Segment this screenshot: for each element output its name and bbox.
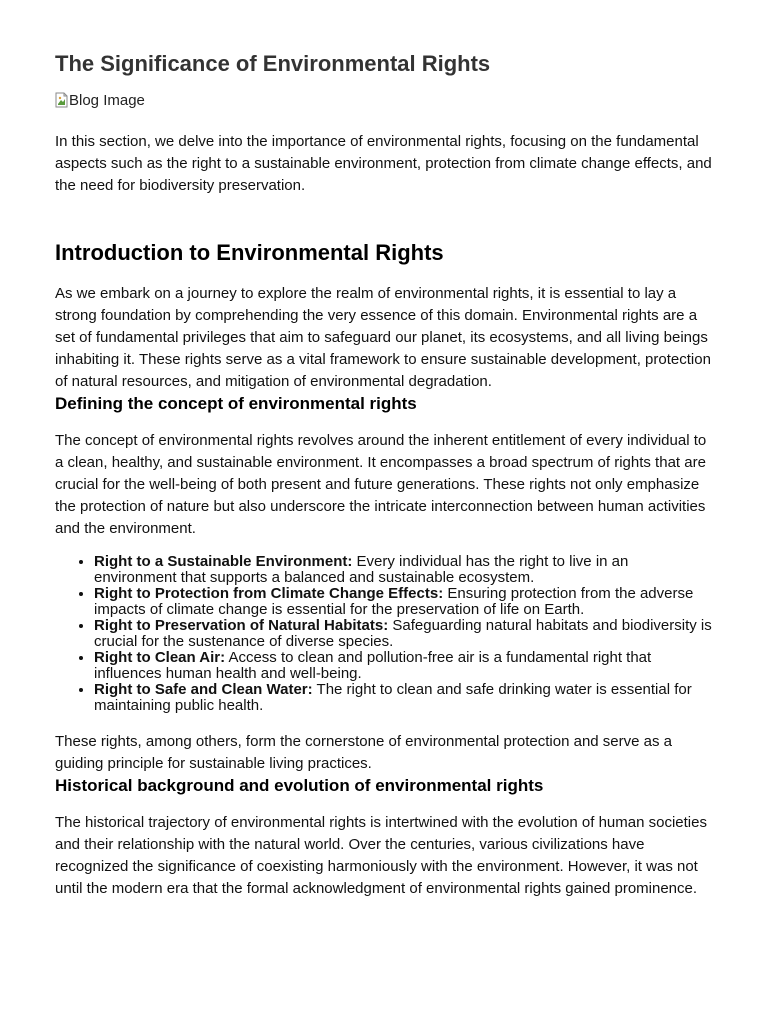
list-item-text: Every individual has the right to live in an environment that supports a balanced and sustainable ecosystem. (94, 553, 629, 586)
blog-image (55, 90, 713, 110)
blog-image-alt-text: Blog Image (69, 91, 145, 109)
list-item-text: Safeguarding natural habitats and biodiversity is crucial for the sustenance of diverse species. (94, 617, 712, 650)
list-item (94, 682, 713, 714)
list-item-text: Access to clean and pollution-free air is a fundamental right that influences human health and well-being. (94, 649, 652, 682)
subsection-heading-history: Historical background and evolution of environmental rights (55, 776, 544, 795)
list-item-term: Right to a Sustainable Environment: (94, 553, 353, 570)
list-item-text: Ensuring protection from the adverse impacts of climate change is essential for the preservation of life on Earth. (94, 585, 694, 618)
rights-closing-paragraph: These rights, among others, form the cornerstone of environmental protection and serve as a guiding principle for sustainable living practices. (55, 733, 672, 772)
subsection-heading-definition: Defining the concept of environmental rights (55, 394, 417, 413)
intro-paragraph: In this section, we delve into the importance of environmental rights, focusing on the fundamental aspects such as the right to a sustainable environment, protection from climate change effects, and the need for biodiversity preservation. (55, 133, 712, 194)
list-item-term: Right to Safe and Clean Water: (94, 681, 313, 698)
section-heading: Introduction to Environmental Rights (55, 240, 444, 265)
list-item-term: Right to Clean Air: (94, 649, 226, 666)
page-title: The Significance of Environmental Rights (55, 51, 491, 76)
section-paragraph: As we embark on a journey to explore the realm of environmental rights, it is essential to lay a strong foundation by comprehending the very essence of this domain. Environmental rights are a set of fundamental privileges that aim to safeguard our planet, its ecosystems, and all living beings inhabiting it. These rights serve as a vital framework to ensure sustainable development, protection of natural resources, and mitigation of environmental degradation. (55, 285, 711, 390)
list-item-term: Right to Protection from Climate Change Effects: (94, 585, 444, 602)
list-item (94, 586, 713, 618)
rights-list (55, 554, 713, 714)
list-item (94, 618, 713, 650)
subsection-paragraph-definition: The concept of environmental rights revolves around the inherent entitlement of every individual to a clean, healthy, and sustainable environment. It encompasses a broad spectrum of rights that are crucial for the well-being of both present and future generations. These rights not only emphasize the protection of nature but also underscore the intricate interconnection between human activities and the environment. (55, 432, 707, 537)
list-item (94, 554, 713, 586)
list-item (94, 650, 713, 682)
list-item-term: Right to Preservation of Natural Habitats: (94, 617, 389, 634)
list-item-text: The right to clean and safe drinking water is essential for maintaining public health. (94, 681, 692, 714)
broken-image-icon (55, 92, 68, 108)
subsection-paragraph-history: The historical trajectory of environmental rights is intertwined with the evolution of human societies and their relationship with the natural world. Over the centuries, various civilizations have recognized the significance of coexisting harmoniously with the environment. However, it was not until the modern era that the formal acknowledgment of environmental rights gained prominence. (55, 814, 707, 897)
